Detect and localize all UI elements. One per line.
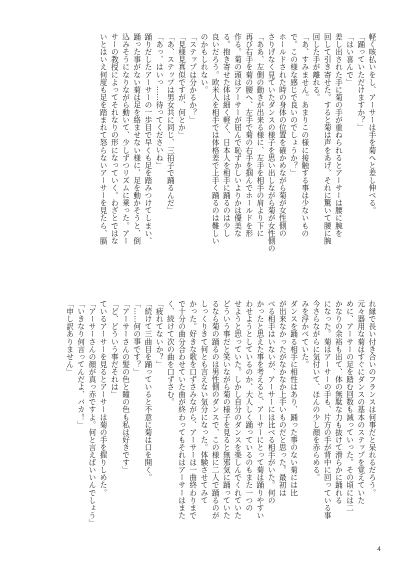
text-line: 「踊っていただけますか？」 — [356, 33, 366, 132]
text-line: 元々器用な菊はすぐにダンスの基本のステップを覚えていた — [356, 300, 366, 504]
text-line: 再び右手を菊の腰へ、左手で菊の右手を掴んでホールドを形 — [244, 33, 254, 237]
text-line: ホールドされた時の身体の位置を確かめながら菊が女性側の — [278, 33, 288, 237]
text-line: 「ステップは分かるか？」 — [188, 33, 198, 124]
text-line: 「いきなり何言ってんだよ、バカ！」 — [76, 300, 86, 429]
text-line: わせようとしているのか、大人しく踊っているのもまた一つの — [244, 300, 254, 512]
text-line: 「ど、どういう事だそれは」 — [110, 300, 120, 399]
text-line: 込みそうになりながら動いて、少しずつリズムに乗った。アー — [121, 33, 131, 245]
text-line: 「見様見真似ですが、何とか」 — [177, 33, 187, 139]
text-line: めに、アーサーの足を踏む回数も減っていった。その頃には二 — [345, 300, 355, 512]
text-line: 回した手が離れる。 — [311, 33, 321, 101]
text-line: かった。好きな歌を口ずさみながら、アーサーは一曲終わりまで — [188, 300, 198, 519]
text-line: みを浮かべていた。 — [300, 300, 310, 368]
text-line: 「疲れてないか？」 — [155, 300, 165, 368]
text-line: 踊った事がない菊は足を絡ませない様に、足を動かそうと、倒 — [132, 33, 142, 245]
text-line: せようと思っていた。しかし自分のダンスを楽しんでくれていた — [233, 300, 243, 519]
text-line: 「はい喜んで」 — [345, 33, 355, 86]
text-line: さりげなく見ていたダンスの様子を思い出しながら菊が女性側の — [267, 33, 277, 252]
text-line: 「アーサーさんの顔が真っ赤ですよ。何と言えばいいんでしょう」 — [87, 300, 97, 527]
text-line: 作る。菊の頭はアーサーが屈んで恥ずかしいよりかは優美な — [233, 33, 243, 237]
text-line: になった。菊はアーサーの手も、片方の手が背中に回っている事 — [323, 300, 333, 519]
text-line: 良いだろう。欧米人を相手では体格差で上手く踊るのは難しい — [211, 33, 221, 245]
page-number: 4 — [377, 546, 381, 553]
text-line: 「あ、ステップは男女共に同じ、三拍子で踊るんだ」 — [166, 33, 176, 215]
text-line: 今さらながらに気付いて、ほんの少し顔を赤らめる。 — [311, 300, 321, 482]
text-line: かなりの余裕も出て、体の無駄な力も抜けて滑らかに踊れる — [334, 300, 344, 504]
text-line: 差し出された手に菊の手が重ねられるとアーサーは腰に腕を — [334, 33, 344, 237]
text-line: く、続けて次の曲を口ずさむ。 — [166, 300, 176, 406]
text-line: しっくりきて何とも言えない気分になった。体験させてみて — [199, 300, 209, 504]
text-line: 踊りだしたアーサーの一歩目で早くも足を踏みつけてしまい、 — [143, 33, 153, 245]
text-line: 軽く咳払いをし、アーサーは手を菊へと差し伸べる。 — [368, 33, 377, 215]
text-line: で十分の曲分合わせていた曲が終わってもそれはアーサーはまた — [177, 300, 187, 519]
text-line: 「あっ、はいっ……待ってくださいね」 — [155, 33, 165, 169]
text-line: で。この様な感じで良いのでしょうか？」 — [289, 33, 299, 177]
text-line: べる相手はいないが、アーサーには比べる相手がいた。何の — [267, 300, 277, 504]
text-line: サーの教授によってそれなりの形になっていく。わざとではな — [110, 33, 120, 245]
lower-text-block — [22, 300, 378, 532]
text-line: 「申し訳ありません」 — [65, 300, 75, 376]
text-line: 「……何の事です？」 — [132, 300, 142, 376]
text-line: 「あ、すみません。あまりこの様に接触する事は少ないもの — [300, 33, 310, 237]
text-line: 「ああ、左側の動きが出来る様に、左手を相手の肩より下に — [255, 33, 265, 237]
text-line: ているアーサーを見るとアーサーは菊の手を握りしめた。 — [99, 300, 109, 497]
text-line: 「続けて三曲目を踊っていると不意に菊は口を開く。 — [143, 300, 153, 482]
text-line: ダンスを踊る相手に相性はあり、踊った事のない菊には比 — [289, 300, 299, 497]
text-line: 「アーサーさんの髪の色と瞳の色も私は好きです」 — [121, 300, 131, 474]
text-line: るなら菊の踊るのは男性側のダンスで、この様に二人で踊るのが — [211, 300, 221, 519]
text-line: いとはいえ何度も足を踏まれて怒らないアーサーを見たら、膈 — [99, 33, 109, 245]
text-line: が出来なかったがなかなか上手いものだと思った。最初は — [278, 300, 288, 497]
text-line: どういう事だと笑いながら菊の様子を見ると無邪気に踊っていた — [222, 300, 232, 519]
text-line: れ縁で長い付き合いのフランスは何事だと呆れるだろう。 — [368, 300, 377, 497]
text-line: のかもしれない。 — [199, 33, 209, 94]
text-line: 回して引き寄せた。すると菊は声をあげ、それに驚いて腰に腕 — [323, 33, 333, 245]
text-line: る。抱き寄せた体は細く軽く、日本人を相手に踊るのは少し — [222, 33, 232, 237]
upper-text-block — [22, 33, 378, 275]
text-line: かったと思えた事を考えると、アーサーにとって菊は踊りやすい — [255, 300, 265, 519]
